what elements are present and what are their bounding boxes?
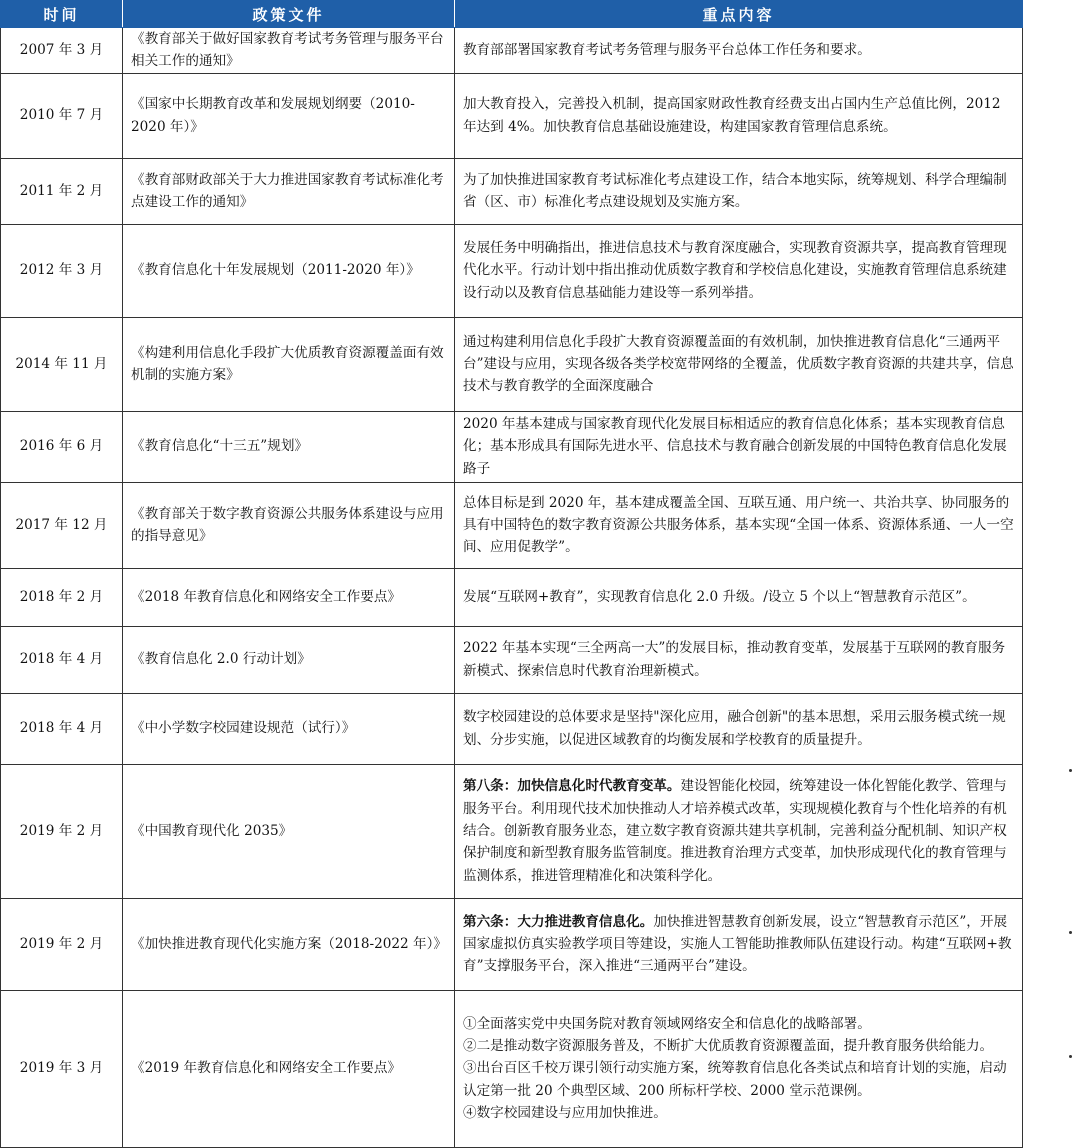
row-content: 数字校园建设的总体要求是坚持"深化应用，融合创新"的基本思想，采用云服务模式统一规划、分步实施，以促进区域教育的均衡发展和学校教育的质量提升。: [455, 693, 1023, 764]
row-document: 《2019 年教育信息化和网络安全工作要点》: [123, 990, 455, 1147]
row-content-lead: 第八条：加快信息化时代教育变革。: [463, 778, 681, 795]
table-row: [1, 693, 1023, 764]
row-date: 2016 年 6 月: [1, 411, 123, 482]
row-document: 《国家中长期教育改革和发展规划纲要（2010-2020 年）》: [123, 73, 455, 158]
row-date: 2019 年 3 月: [1, 990, 123, 1147]
table-header-row: [1, 1, 1023, 28]
row-content: 2022 年基本实现“三全两高一大”的发展目标，推动教育变革，发展基于互联网的教育服务新模式、探索信息时代教育治理新模式。: [455, 626, 1023, 693]
row-date: 2017 年 12 月: [1, 482, 123, 568]
row-content: 加大教育投入，完善投入机制，提高国家财政性教育经费支出占国内生产总值比例，2012 年达到 4%。加快教育信息基础设施建设，构建国家教育管理信息系统。: [455, 73, 1023, 158]
row-date: 2007 年 3 月: [1, 28, 123, 74]
content-item: ④数字校园建设与应用加快推进。: [463, 1105, 667, 1122]
row-content: 发展任务中明确指出，推进信息技术与教育深度融合，实现教育资源共享，提高教育管理现代化水平。行动计划中指出推动优质数字教育和学校信息化建设，实施教育管理信息系统建设行动以及教育信息基础能力建设等一系列举措。: [455, 224, 1023, 317]
row-document: 《中小学数字校园建设规范（试行）》: [123, 693, 455, 764]
row-date: 2012 年 3 月: [1, 224, 123, 317]
row-date: 2019 年 2 月: [1, 764, 123, 898]
row-document: 《教育部关于做好国家教育考试考务管理与服务平台相关工作的通知》: [123, 28, 455, 74]
table-row: [1, 158, 1023, 224]
row-document: 《构建利用信息化手段扩大优质教育资源覆盖面有效机制的实施方案》: [123, 317, 455, 411]
side-dot: [1069, 1055, 1072, 1058]
table-row: [1, 764, 1023, 898]
table-row: [1, 28, 1023, 74]
row-document: 《教育信息化“十三五”规划》: [123, 411, 455, 482]
content-item: ③出台百区千校万课引领行动实施方案，统筹教育信息化各类试点和培育计划的实施，启动认定第一批 20 个典型区域、200 所标杆学校、2000 堂示范课例。: [463, 1060, 1007, 1099]
row-document: 《教育部关于数字教育资源公共服务体系建设与应用的指导意见》: [123, 482, 455, 568]
side-dot: [1069, 769, 1072, 772]
row-content: 为了加快推进国家教育考试标准化考点建设工作，结合本地实际，统筹规划、科学合理编制省（区、市）标准化考点建设规划及实施方案。: [455, 158, 1023, 224]
row-date: 2018 年 2 月: [1, 568, 123, 626]
row-document: 《教育信息化 2.0 行动计划》: [123, 626, 455, 693]
row-date: 2018 年 4 月: [1, 693, 123, 764]
row-content: 总体目标是到 2020 年，基本建成覆盖全国、互联互通、用户统一、共治共享、协同服务的具有中国特色的数字教育资源公共服务体系，基本实现“全国一体系、资源体系通、一人一空间、应用促教学”。: [455, 482, 1023, 568]
row-date: 2010 年 7 月: [1, 73, 123, 158]
table-row: [1, 317, 1023, 411]
row-document: 《2018 年教育信息化和网络安全工作要点》: [123, 568, 455, 626]
content-item: ①全面落实党中央国务院对教育领域网络安全和信息化的战略部署。: [463, 1015, 871, 1032]
table-row: [1, 482, 1023, 568]
table-row: [1, 990, 1023, 1147]
row-content: 通过构建利用信息化手段扩大教育资源覆盖面的有效机制，加快推进教育信息化“三通两平台”建设与应用，实现各级各类学校宽带网络的全覆盖，优质数字教育资源的共建共享，信息技术与教育教学的全面深度融合: [455, 317, 1023, 411]
row-document: 《中国教育现代化 2035》: [123, 764, 455, 898]
header-date: 时间: [1, 1, 123, 28]
row-content: 2020 年基本建成与国家教育现代化发展目标相适应的教育信息化体系；基本实现教育信息化；基本形成具有国际先进水平、信息技术与教育融合创新发展的中国特色教育信息化发展路子: [455, 411, 1023, 482]
table-row: [1, 626, 1023, 693]
table-row: [1, 898, 1023, 990]
row-content: 教育部部署国家教育考试考务管理与服务平台总体工作任务和要求。: [455, 28, 1023, 74]
table-row: [1, 568, 1023, 626]
row-content-body: 建设智能化校园，统筹建设一体化智能化教学、管理与服务平台。利用现代技术加快推动人才培养模式改革，实现规模化教育与个性化培养的有机结合。创新教育服务业态，建立数字教育资源共建共享机制，完善利益分配机制、知识产权保护制度和新型教育服务监管制度。推进教育治理方式变革，加快形成现代化的教育管理与监测体系，推进管理精准化和决策科学化。: [463, 778, 1007, 884]
row-document: 《教育信息化十年发展规划（2011-2020 年）》: [123, 224, 455, 317]
table-row: [1, 73, 1023, 158]
row-date: 2011 年 2 月: [1, 158, 123, 224]
row-content: [455, 764, 1023, 898]
row-content-body: 加快推进智慧教育创新发展，设立“智慧教育示范区”，开展国家虚拟仿真实验教学项目等建设，实施人工智能助推教师队伍建设行动。构建“互联网+教育”支撑服务平台，深入推进“三通两平台”建设。: [463, 913, 1012, 975]
row-date: 2019 年 2 月: [1, 898, 123, 990]
header-content: 重点内容: [455, 1, 1023, 28]
header-document: 政策文件: [123, 1, 455, 28]
row-content: [455, 898, 1023, 990]
row-content-lead: 第六条：大力推进教育信息化。: [463, 913, 654, 930]
side-dot: [1069, 931, 1072, 934]
row-date: 2018 年 4 月: [1, 626, 123, 693]
table-row: [1, 411, 1023, 482]
row-document: 《加快推进教育现代化实施方案（2018-2022 年）》: [123, 898, 455, 990]
row-date: 2014 年 11 月: [1, 317, 123, 411]
row-document: 《教育部财政部关于大力推进国家教育考试标准化考点建设工作的通知》: [123, 158, 455, 224]
row-content: 发展“互联网+教育”，实现教育信息化 2.0 升级。/设立 5 个以上“智慧教育示范区”。: [455, 568, 1023, 626]
row-content: [455, 990, 1023, 1147]
content-item: ②二是推动数字资源服务普及，不断扩大优质教育资源覆盖面，提升教育服务供给能力。: [463, 1038, 994, 1055]
table-row: [1, 224, 1023, 317]
